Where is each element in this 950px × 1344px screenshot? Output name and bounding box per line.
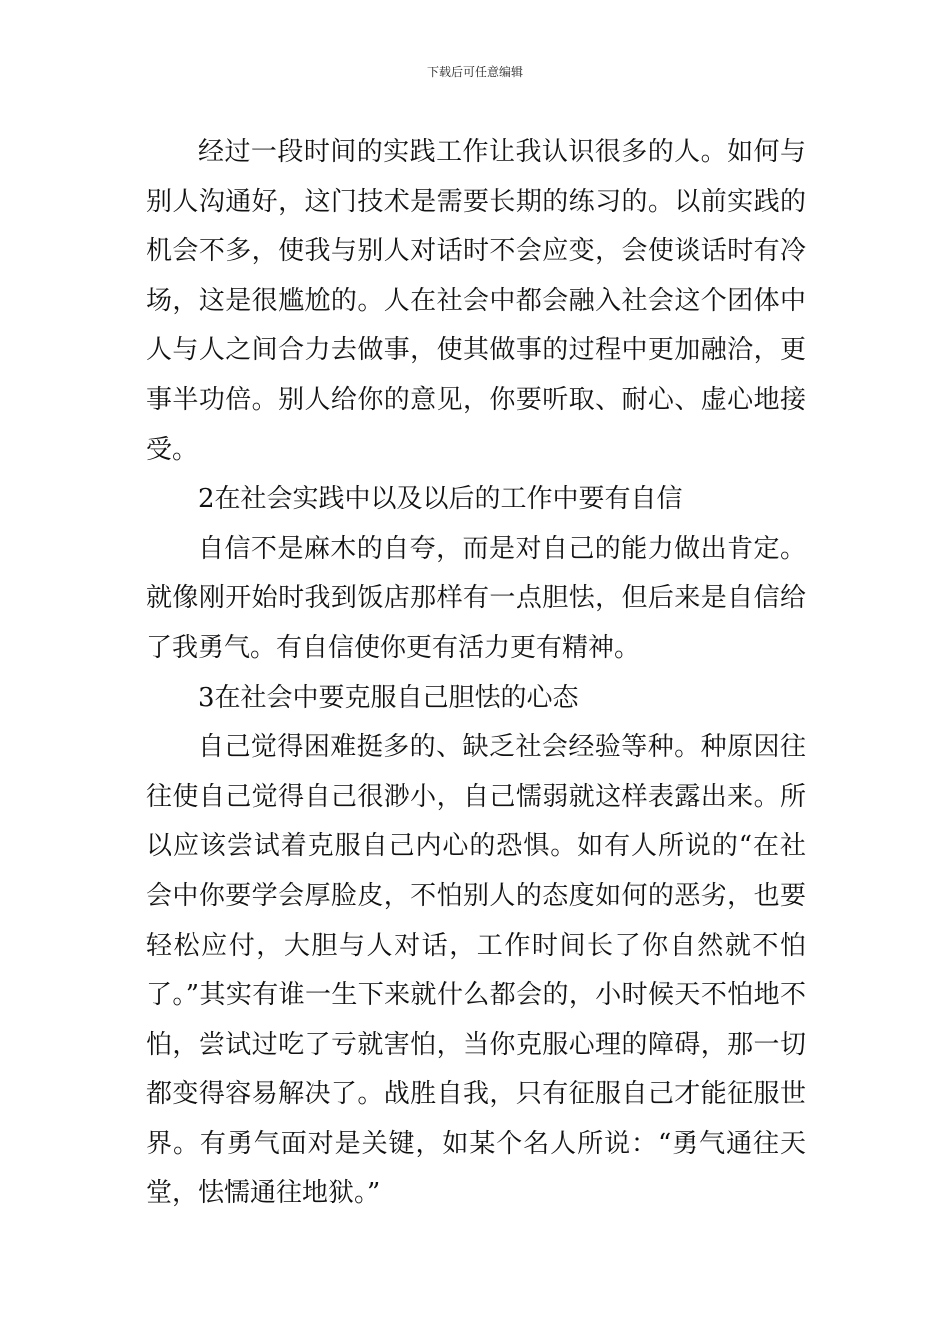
paragraph-communication xyxy=(146,128,806,475)
text-line: 场，这是很尴尬的。人在社会中都会融入社会这个团体中 xyxy=(146,285,806,316)
text-line: 天堂，怯懦通往地狱。” xyxy=(146,1128,806,1209)
page-header: 下载后可任意编辑 xyxy=(426,65,523,79)
text-line: 事半功倍。别人给你的意见，你要听取、耐心、虚心地接 xyxy=(146,384,806,415)
text-line: 自信不是麻木的自夸，而是对自己的能力做出肯定。 xyxy=(198,533,806,564)
paragraph-overcome-timidity xyxy=(146,723,806,1219)
body-text xyxy=(146,128,806,1219)
text-line: 会中你要学会厚脸皮，不怕别人的态度如何的恶劣，也要 xyxy=(146,880,806,911)
text-line: 切都变得容易解决了。战胜自我，只有征服自己才能征服 xyxy=(146,1029,806,1110)
text-line: 往使自己觉得自己很渺小，自己懦弱就这样表露出来。所 xyxy=(146,781,806,812)
paragraph-confidence xyxy=(146,525,806,674)
text-line: 人与人之间合力去做事，使其做事的过程中更加融洽，更 xyxy=(146,335,806,366)
heading-confidence xyxy=(146,475,806,525)
text-line: 以应该尝试着克服自己内心的恐惧。如有人所说的“在社 xyxy=(146,831,806,862)
text-line: 了。”其实有谁一生下来就什么都会的，小时候天不怕地 xyxy=(146,980,780,1011)
text-line: 了我勇气。有自信使你更有活力更有精神。 xyxy=(146,632,641,663)
text-line: 轻松应付，大胆与人对话，工作时间长了你自然就不怕 xyxy=(146,930,806,961)
text-line: 不怕，尝试过吃了亏就害怕，当你克服心理的障碍，那一 xyxy=(146,980,806,1060)
text-line: 经过一段时间的实践工作让我认识很多的人。如何与 xyxy=(198,137,806,167)
text-line: 就像刚开始时我到饭店那样有一点胆怯，但后来是自信给 xyxy=(146,583,806,614)
text-line: 自己觉得困难挺多的、缺乏社会经验等种。种原因往 xyxy=(198,732,806,763)
text-line: 受。 xyxy=(146,434,199,465)
text-line: 3在社会中要克服自己胆怯的心态 xyxy=(198,682,579,713)
heading-overcome-timidity xyxy=(146,674,806,724)
text-line: 别人沟通好，这门技术是需要长期的练习的。以前实践的 xyxy=(146,186,806,217)
text-line: 世界。有勇气面对是关键，如某个名人所说：“勇气通往 xyxy=(146,1079,806,1159)
text-line: 机会不多，使我与别人对话时不会应变，会使谈话时有冷 xyxy=(146,236,806,267)
text-line: 2在社会实践中以及以后的工作中要有自信 xyxy=(198,484,683,515)
